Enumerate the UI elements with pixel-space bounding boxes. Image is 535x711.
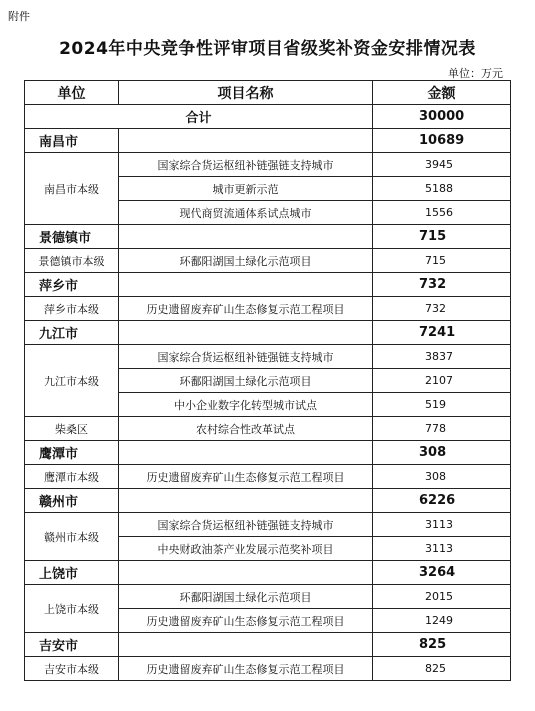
project-name: 国家综合货运枢纽补链强链支持城市 [119,345,373,369]
project-name: 国家综合货运枢纽补链强链支持城市 [119,513,373,537]
project-amount: 3837 [373,345,511,369]
column-header-amount: 金额 [373,81,511,105]
project-name: 中小企业数字化转型城市试点 [119,393,373,417]
city-amount: 715 [373,225,511,249]
project-name: 现代商贸流通体系试点城市 [119,201,373,225]
city-name: 吉安市 [25,633,119,657]
funding-table [24,80,511,681]
city-row [25,129,511,153]
unit-name: 上饶市本级 [25,585,119,633]
project-row [25,417,511,441]
city-row [25,633,511,657]
project-name: 历史遗留废弃矿山生态修复示范工程项目 [119,657,373,681]
city-amount: 825 [373,633,511,657]
column-header-unit: 单位 [25,81,119,105]
project-amount: 308 [373,465,511,489]
total-label: 合计 [25,105,373,129]
city-name: 景德镇市 [25,225,119,249]
project-amount: 3113 [373,513,511,537]
city-name: 赣州市 [25,489,119,513]
project-name: 中央财政油茶产业发展示范奖补项目 [119,537,373,561]
project-amount: 778 [373,417,511,441]
city-amount: 732 [373,273,511,297]
project-amount: 732 [373,297,511,321]
project-amount: 3945 [373,153,511,177]
column-header-project: 项目名称 [119,81,373,105]
table-body [25,81,511,681]
city-project-blank [119,441,373,465]
city-name: 萍乡市 [25,273,119,297]
project-amount: 5188 [373,177,511,201]
total-amount: 30000 [373,105,511,129]
project-name: 城市更新示范 [119,177,373,201]
unit-name: 柴桑区 [25,417,119,441]
project-row [25,153,511,177]
project-name: 历史遗留废弃矿山生态修复示范工程项目 [119,465,373,489]
project-amount: 715 [373,249,511,273]
project-name: 环鄱阳湖国土绿化示范项目 [119,249,373,273]
unit-name: 赣州市本级 [25,513,119,561]
project-name: 历史遗留废弃矿山生态修复示范工程项目 [119,297,373,321]
project-amount: 825 [373,657,511,681]
unit-name: 景德镇市本级 [25,249,119,273]
city-row [25,561,511,585]
city-row [25,273,511,297]
project-name: 历史遗留废弃矿山生态修复示范工程项目 [119,609,373,633]
city-row [25,441,511,465]
project-amount: 2107 [373,369,511,393]
project-name: 农村综合性改革试点 [119,417,373,441]
page-title: 2024年中央竞争性评审项目省级奖补资金安排情况表 [59,39,476,59]
city-amount: 10689 [373,129,511,153]
unit-name: 吉安市本级 [25,657,119,681]
unit-name: 九江市本级 [25,345,119,417]
project-row [25,585,511,609]
city-amount: 3264 [373,561,511,585]
project-row [25,465,511,489]
project-row [25,345,511,369]
unit-name: 鹰潭市本级 [25,465,119,489]
project-row [25,513,511,537]
project-name: 环鄱阳湖国土绿化示范项目 [119,369,373,393]
project-amount: 3113 [373,537,511,561]
total-row [25,105,511,129]
city-row [25,321,511,345]
attachment-label: 附件 [8,10,30,23]
unit-name: 南昌市本级 [25,153,119,225]
city-project-blank [119,561,373,585]
city-name: 上饶市 [25,561,119,585]
unit-label: 单位：万元 [448,67,503,80]
city-row [25,225,511,249]
project-name: 环鄱阳湖国土绿化示范项目 [119,585,373,609]
city-project-blank [119,633,373,657]
city-project-blank [119,225,373,249]
project-row [25,297,511,321]
city-amount: 308 [373,441,511,465]
project-amount: 1249 [373,609,511,633]
city-name: 九江市 [25,321,119,345]
project-name: 国家综合货运枢纽补链强链支持城市 [119,153,373,177]
city-project-blank [119,489,373,513]
city-name: 南昌市 [25,129,119,153]
unit-name: 萍乡市本级 [25,297,119,321]
project-amount: 2015 [373,585,511,609]
city-row [25,489,511,513]
project-row [25,657,511,681]
city-amount: 6226 [373,489,511,513]
city-name: 鹰潭市 [25,441,119,465]
city-project-blank [119,129,373,153]
city-project-blank [119,273,373,297]
city-amount: 7241 [373,321,511,345]
table-header-row [25,81,511,105]
project-row [25,249,511,273]
city-project-blank [119,321,373,345]
project-amount: 1556 [373,201,511,225]
project-amount: 519 [373,393,511,417]
